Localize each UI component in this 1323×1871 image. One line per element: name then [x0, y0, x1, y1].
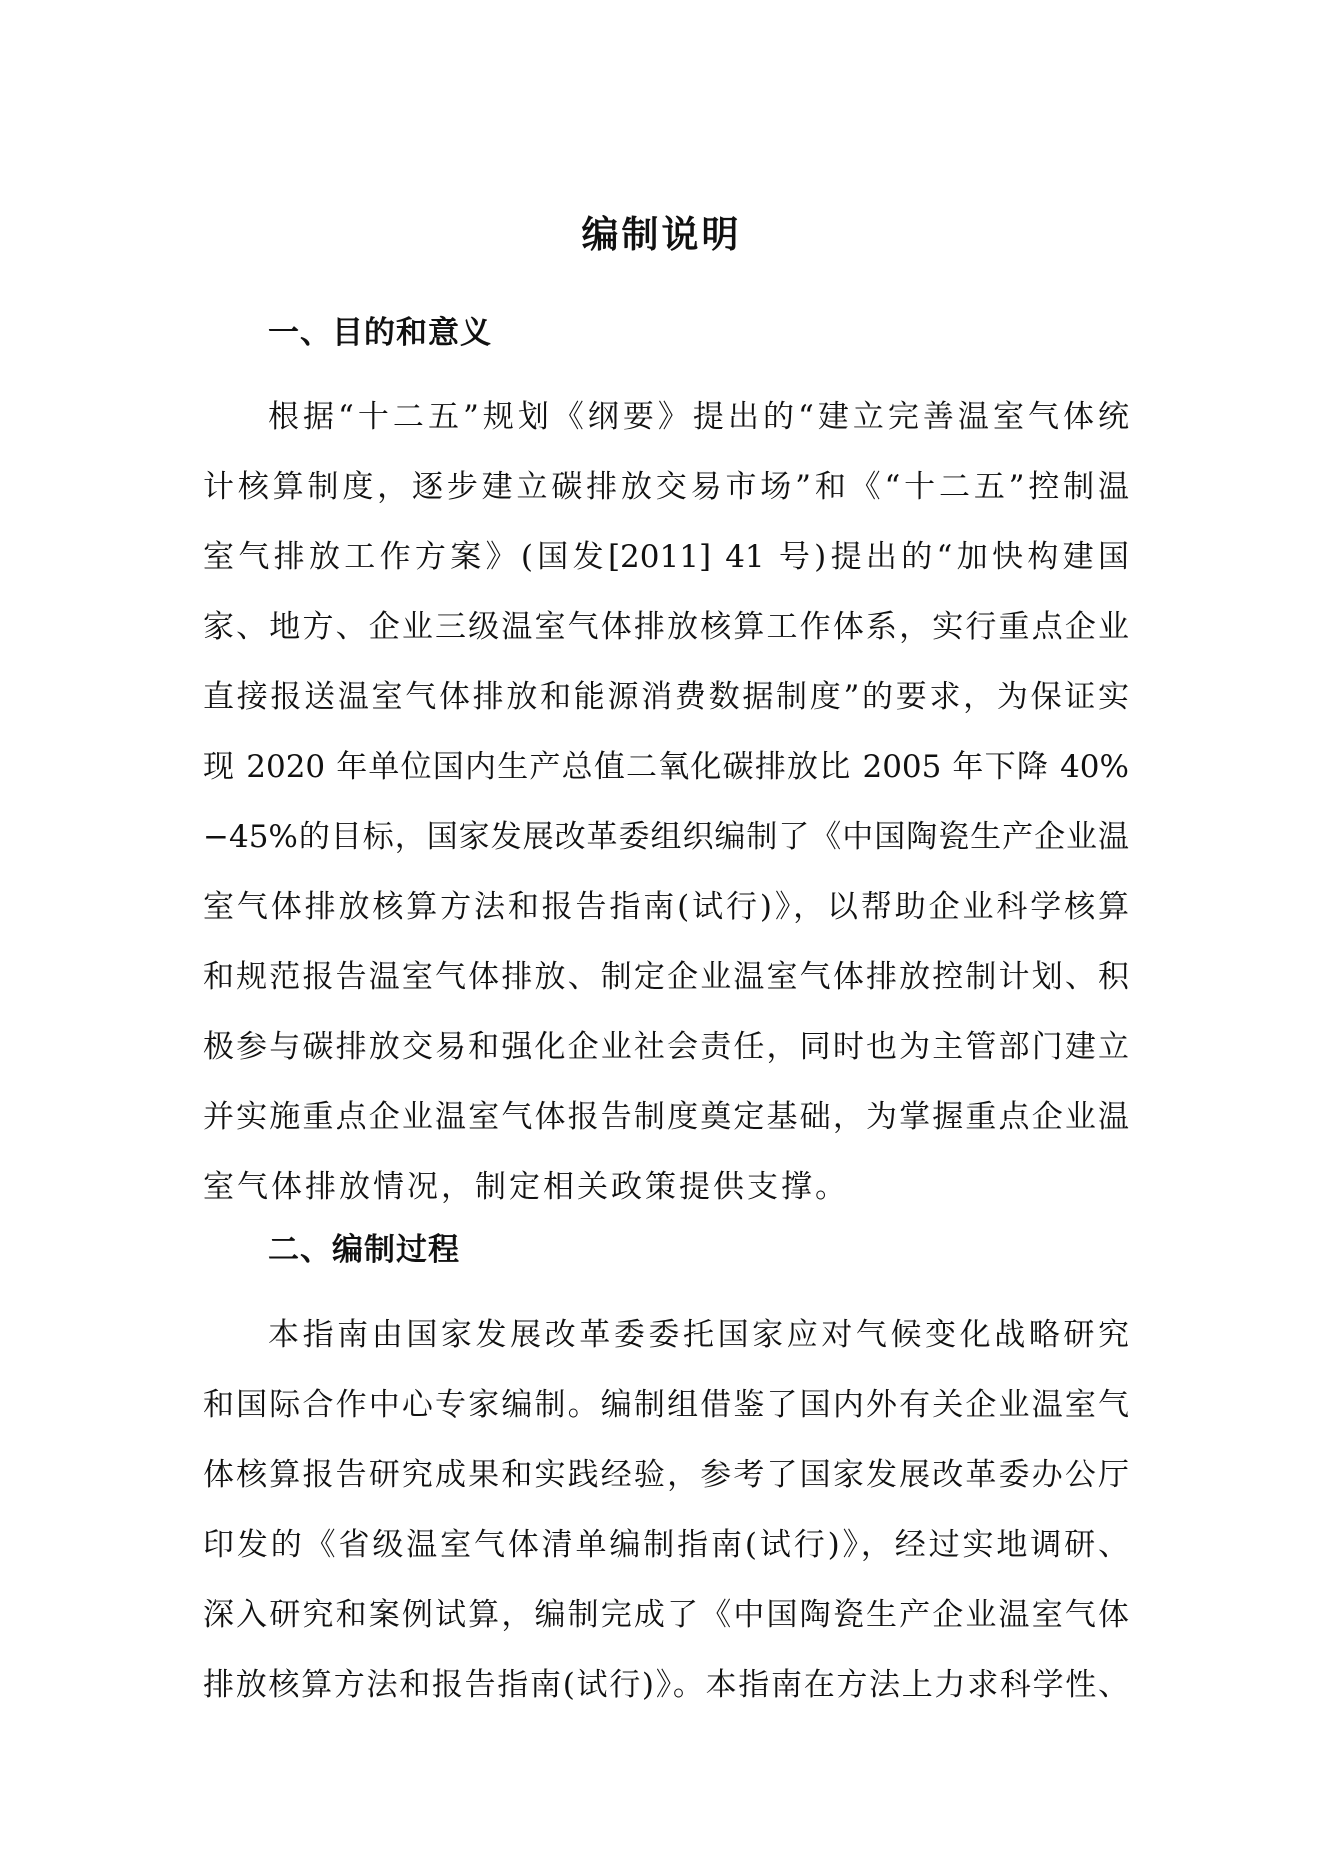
paragraph-line: 和国际合作中心专家编制。编制组借鉴了国内外有关企业温室气 — [203, 1387, 1129, 1423]
section-heading-process: 二、编制过程 — [268, 1232, 460, 1268]
section-heading-purpose: 一、目的和意义 — [268, 315, 492, 351]
paragraph-line: −45%的目标，国家发展改革委组织编制了《中国陶瓷生产企业温 — [203, 819, 1129, 855]
paragraph-line: 室气体排放核算方法和报告指南(试行)》，以帮助企业科学核算 — [203, 889, 1129, 925]
paragraph-line: 计核算制度，逐步建立碳排放交易市场”和《“十二五”控制温 — [203, 469, 1129, 505]
paragraph-line: 排放核算方法和报告指南(试行)》。本指南在方法上力求科学性、 — [203, 1667, 1129, 1703]
paragraph-line: 极参与碳排放交易和强化企业社会责任，同时也为主管部门建立 — [203, 1029, 1129, 1065]
paragraph-line: 深入研究和案例试算，编制完成了《中国陶瓷生产企业温室气体 — [203, 1597, 1129, 1633]
section-paragraph-process — [203, 1300, 1129, 1720]
section-paragraph-purpose — [203, 382, 1129, 1222]
paragraph-line: 并实施重点企业温室气体报告制度奠定基础，为掌握重点企业温 — [203, 1099, 1129, 1135]
paragraph-line: 印发的《省级温室气体清单编制指南(试行)》，经过实地调研、 — [203, 1527, 1129, 1563]
paragraph-line: 本指南由国家发展改革委委托国家应对气候变化战略研究 — [268, 1317, 1129, 1353]
paragraph-line: 室气体排放情况，制定相关政策提供支撑。 — [203, 1169, 849, 1205]
paragraph-line: 根据“十二五”规划《纲要》提出的“建立完善温室气体统 — [268, 399, 1129, 435]
paragraph-line: 体核算报告研究成果和实践经验，参考了国家发展改革委办公厅 — [203, 1457, 1129, 1493]
paragraph-line: 现 2020 年单位国内生产总值二氧化碳排放比 2005 年下降 40% — [203, 749, 1129, 785]
paragraph-line: 家、地方、企业三级温室气体排放核算工作体系，实行重点企业 — [203, 609, 1129, 645]
paragraph-line: 室气排放工作方案》(国发[2011] 41 号)提出的“加快构建国 — [203, 539, 1129, 575]
paragraph-line: 直接报送温室气体排放和能源消费数据制度”的要求，为保证实 — [203, 679, 1129, 715]
document-title: 编制说明 — [581, 213, 742, 256]
paragraph-line: 和规范报告温室气体排放、制定企业温室气体排放控制计划、积 — [203, 959, 1129, 995]
